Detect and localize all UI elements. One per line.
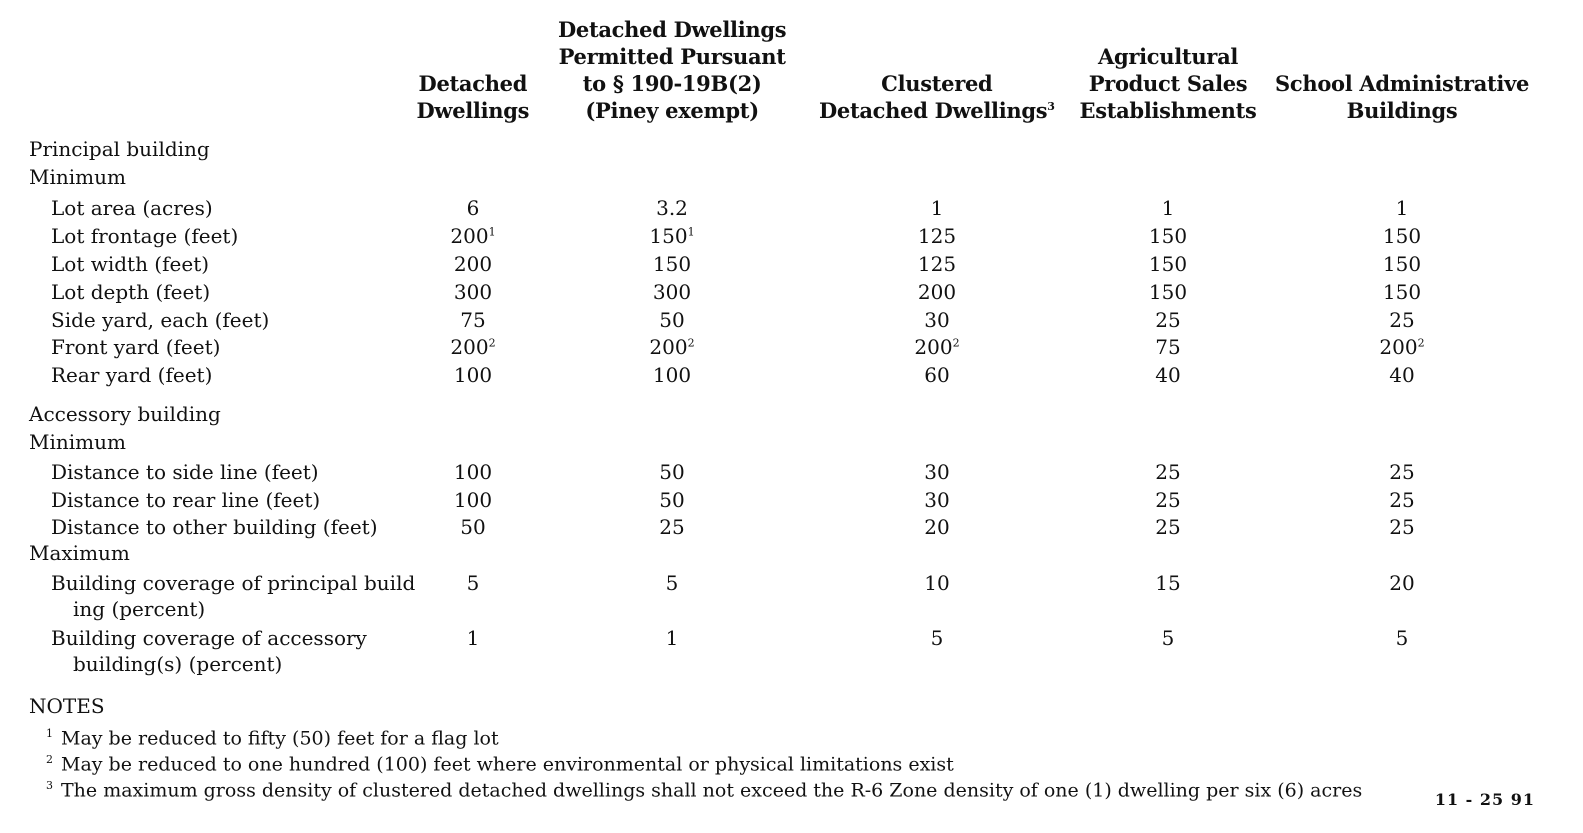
cell-value: 200 [450, 224, 489, 248]
cell-value: 1 [1395, 196, 1409, 220]
cell-value: 6 [466, 196, 480, 220]
notes-title: NOTES [29, 694, 105, 718]
table-cell [1098, 279, 1238, 305]
cell-value: 150 [1382, 224, 1422, 248]
column-header-line: Clustered [881, 71, 993, 96]
table-cell [1098, 334, 1238, 360]
row-label-line: Building coverage of principal build [51, 571, 416, 595]
table-cell [602, 223, 742, 249]
table-cell [1098, 487, 1238, 513]
row-label [51, 223, 238, 249]
table-cell [1332, 487, 1472, 513]
row-label [51, 307, 269, 333]
cell-value: 25 [1389, 308, 1415, 332]
cell-value: 150 [1382, 252, 1422, 276]
table-cell [1098, 307, 1238, 333]
footnote-marker: 2 [46, 753, 53, 766]
cell-value: 15 [1155, 571, 1181, 595]
cell-value: 1 [930, 196, 944, 220]
footnote-marker: 2 [488, 336, 496, 350]
table-cell [1332, 223, 1472, 249]
cell-value: 150 [1148, 224, 1188, 248]
table-cell [1098, 514, 1238, 540]
cell-value: 20 [1389, 571, 1415, 595]
column-header-line: School Administrative [1275, 71, 1530, 96]
table-cell [602, 459, 742, 485]
column-header-line: Agricultural [1097, 44, 1239, 69]
cell-value: 200 [917, 280, 957, 304]
row-label-line: Lot frontage (feet) [51, 224, 239, 248]
cell-value: 50 [659, 308, 685, 332]
table-cell [1098, 570, 1238, 596]
note-text: The maximum gross density of clustered detached dwellings shall not exceed the R-6 Zone density of one (1) dwelling per six (6) acres [61, 779, 1363, 802]
column-header-1 [417, 70, 530, 124]
note-item [46, 774, 1362, 802]
cell-value: 5 [930, 626, 944, 650]
cell-value: 300 [453, 280, 493, 304]
cell-value: 200 [1379, 335, 1418, 359]
row-label [51, 362, 212, 388]
table-cell [1098, 459, 1238, 485]
table-cell [403, 334, 543, 360]
cell-value: 10 [924, 571, 950, 595]
column-header-5 [1275, 70, 1529, 124]
row-label-line: Side yard, each (feet) [51, 308, 270, 332]
note-text: May be reduced to fifty (50) feet for a flag lot [61, 727, 499, 750]
column-header-3 [819, 70, 1055, 124]
cell-value: 150 [1148, 252, 1188, 276]
row-label [51, 195, 213, 221]
table-cell [602, 195, 742, 221]
cell-value: 40 [1389, 363, 1415, 387]
cell-value: 100 [652, 363, 692, 387]
cell-value: 30 [924, 308, 950, 332]
table-cell [403, 279, 543, 305]
note-item [46, 722, 499, 750]
table-cell [867, 487, 1007, 513]
table-cell [602, 334, 742, 360]
row-label-line: Lot width (feet) [51, 252, 210, 276]
cell-value: 3.2 [656, 196, 688, 220]
table-cell [403, 487, 543, 513]
cell-value: 25 [1389, 488, 1415, 512]
row-label [51, 625, 367, 677]
section-accessory-building: Accessory building [29, 402, 221, 426]
table-cell [1098, 251, 1238, 277]
cell-value: 100 [453, 460, 493, 484]
cell-value: 5 [1395, 626, 1409, 650]
table-cell [1332, 334, 1472, 360]
table-cell [403, 459, 543, 485]
table-cell [867, 362, 1007, 388]
cell-value: 40 [1155, 363, 1181, 387]
column-header-line: Permitted Pursuant [558, 44, 786, 69]
table-cell [867, 570, 1007, 596]
cell-value: 100 [453, 488, 493, 512]
row-label-line: Building coverage of accessory [51, 626, 367, 650]
footnote-marker: 1 [687, 225, 695, 239]
footnote-marker: 2 [687, 336, 695, 350]
table-cell [867, 459, 1007, 485]
table-cell [602, 362, 742, 388]
cell-value: 200 [649, 335, 688, 359]
table-cell [403, 251, 543, 277]
table-cell [867, 514, 1007, 540]
row-label [51, 334, 220, 360]
column-header-4 [1080, 43, 1257, 124]
table-cell [867, 223, 1007, 249]
row-label [51, 514, 378, 540]
column-header-line: to § 190-19B(2) [582, 71, 762, 96]
table-cell [1332, 251, 1472, 277]
cell-value: 50 [460, 515, 486, 539]
cell-value: 1 [1161, 196, 1175, 220]
table-cell [403, 514, 543, 540]
cell-value: 125 [917, 252, 957, 276]
table-cell [602, 570, 742, 596]
row-label [51, 459, 319, 485]
cell-value: 1 [665, 626, 679, 650]
table-cell [867, 251, 1007, 277]
table-cell [867, 625, 1007, 651]
table-cell [602, 307, 742, 333]
cell-value: 100 [453, 363, 493, 387]
table-cell [1332, 459, 1472, 485]
cell-value: 5 [466, 571, 480, 595]
note-text: May be reduced to one hundred (100) feet where environmental or physical limitations exist [61, 753, 954, 776]
cell-value: 1 [466, 626, 480, 650]
table-cell [1098, 195, 1238, 221]
row-label-line: Front yard (feet) [51, 335, 221, 359]
cell-value: 200 [914, 335, 953, 359]
cell-value: 150 [1148, 280, 1188, 304]
table-cell [1332, 279, 1472, 305]
cell-value: 25 [1389, 460, 1415, 484]
table-cell [1332, 362, 1472, 388]
row-label [51, 570, 415, 622]
cell-value: 25 [1155, 488, 1181, 512]
table-cell [867, 279, 1007, 305]
cell-value: 125 [917, 224, 957, 248]
table-cell [867, 195, 1007, 221]
footnote-marker: 1 [46, 727, 53, 740]
cell-value: 75 [460, 308, 486, 332]
row-label-line: Lot area (acres) [51, 196, 213, 220]
cell-value: 50 [659, 488, 685, 512]
row-label-line: Lot depth (feet) [51, 280, 211, 304]
table-cell [602, 514, 742, 540]
column-header-line: Detached [418, 71, 528, 96]
table-cell [602, 251, 742, 277]
cell-value: 30 [924, 460, 950, 484]
row-label-line: building(s) (percent) [73, 652, 283, 676]
row-label-line: ing (percent) [73, 597, 206, 621]
row-label [51, 279, 210, 305]
footnote-marker: 2 [1417, 336, 1425, 350]
row-label-line: Distance to other building (feet) [51, 515, 378, 539]
table-cell [1332, 570, 1472, 596]
table-cell [867, 307, 1007, 333]
table-cell [1332, 307, 1472, 333]
section-principal-minimum: Minimum [29, 165, 126, 189]
footnote-marker: 3 [1047, 100, 1055, 113]
column-header-line: Detached Dwellings [558, 17, 787, 42]
cell-value: 150 [1382, 280, 1422, 304]
cell-value: 30 [924, 488, 950, 512]
column-header-line: (Piney exempt) [585, 98, 759, 123]
row-label-line: Rear yard (feet) [51, 363, 213, 387]
cell-value: 200 [453, 252, 493, 276]
cell-value: 300 [652, 280, 692, 304]
table-cell [867, 334, 1007, 360]
row-label [51, 251, 209, 277]
column-header-line: Establishments [1079, 98, 1257, 123]
cell-value: 50 [659, 460, 685, 484]
table-cell [403, 625, 543, 651]
row-label-line: Distance to side line (feet) [51, 460, 319, 484]
cell-value: 75 [1155, 335, 1181, 359]
cell-value: 200 [450, 335, 489, 359]
section-maximum: Maximum [29, 541, 130, 565]
column-header-line: Detached Dwellings$^3$ [819, 98, 1055, 123]
cell-value: 5 [665, 571, 679, 595]
row-label-line: Distance to rear line (feet) [51, 488, 321, 512]
page-number: 11 - 25 91 [1434, 790, 1535, 809]
table-cell [1098, 362, 1238, 388]
cell-value: 20 [924, 515, 950, 539]
footnote-marker: 2 [952, 336, 960, 350]
cell-value: 150 [649, 224, 688, 248]
section-accessory-minimum: Minimum [29, 430, 126, 454]
cell-value: 25 [1155, 460, 1181, 484]
cell-value: 25 [1155, 515, 1181, 539]
table-cell [403, 195, 543, 221]
column-header-line: Product Sales [1088, 71, 1248, 96]
footnote-marker: 1 [488, 225, 496, 239]
table-cell [602, 279, 742, 305]
row-label [51, 487, 320, 513]
note-item [46, 748, 954, 776]
cell-value: 25 [659, 515, 685, 539]
column-header-line: Dwellings [416, 98, 530, 123]
cell-value: 5 [1161, 626, 1175, 650]
table-cell [602, 487, 742, 513]
table-cell [1332, 195, 1472, 221]
table-cell [403, 223, 543, 249]
table-cell [602, 625, 742, 651]
table-cell [1332, 625, 1472, 651]
column-header-line: Buildings [1346, 98, 1458, 123]
column-header-2 [558, 16, 786, 124]
cell-value: 25 [1389, 515, 1415, 539]
table-cell [403, 307, 543, 333]
table-cell [403, 362, 543, 388]
section-principal-building: Principal building [29, 137, 210, 161]
table-cell [1332, 514, 1472, 540]
table-cell [403, 570, 543, 596]
cell-value: 25 [1155, 308, 1181, 332]
cell-value: 150 [652, 252, 692, 276]
cell-value: 60 [924, 363, 950, 387]
footnote-marker: 3 [46, 779, 53, 792]
table-cell [1098, 625, 1238, 651]
table-cell [1098, 223, 1238, 249]
